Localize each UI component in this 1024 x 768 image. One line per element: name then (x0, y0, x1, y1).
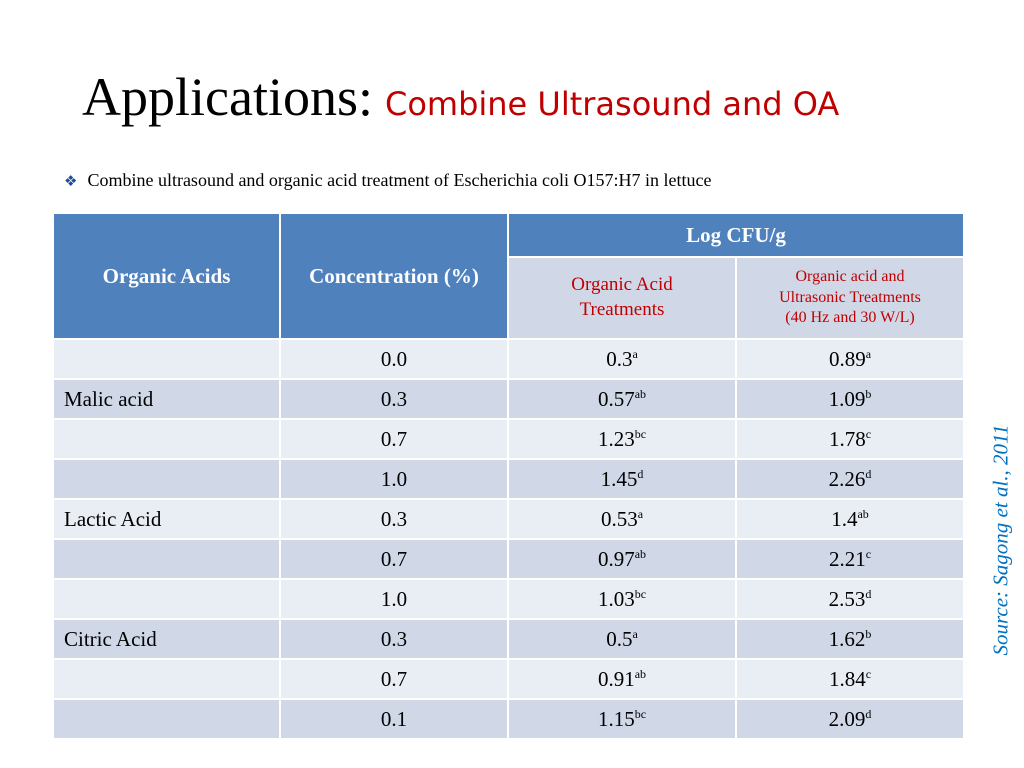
acid-cell (53, 459, 280, 499)
significance-letter: c (865, 426, 872, 441)
acid-cell-text: Lactic Acid (64, 506, 162, 531)
acid-cell (53, 339, 280, 379)
concentration-cell (280, 459, 508, 499)
concentration-cell (280, 499, 508, 539)
significance-letter: ab (634, 386, 647, 401)
significance-letter: c (865, 666, 872, 681)
significance-letter: d (865, 706, 872, 721)
significance-letter: d (865, 586, 872, 601)
concentration-cell (280, 699, 508, 739)
oa-value-cell (508, 579, 736, 619)
results-table (52, 212, 965, 740)
significance-letter: ab (634, 666, 647, 681)
concentration-cell (280, 419, 508, 459)
oa-value-cell (508, 459, 736, 499)
acid-cell (53, 659, 280, 699)
acid-cell (53, 699, 280, 739)
us-value-cell-text: 2.26 (828, 466, 866, 491)
concentration-cell-text: 0.3 (380, 506, 408, 531)
significance-letter: d (865, 466, 872, 481)
us-value-cell-text: 1.78 (828, 426, 866, 451)
table-row (53, 499, 964, 539)
concentration-cell-text: 0.1 (380, 706, 408, 731)
us-value-cell (736, 619, 964, 659)
acid-cell-text: Citric Acid (64, 626, 157, 651)
acid-cell-text: Malic acid (64, 386, 154, 411)
concentration-cell (280, 579, 508, 619)
source-citation: Source: Sagong et al., 2011 (988, 424, 1013, 656)
oa-value-cell-text: 0.57 (597, 386, 635, 411)
diamond-bullet-icon: ❖ (64, 172, 78, 190)
significance-letter: a (865, 346, 872, 361)
acid-cell (53, 379, 280, 419)
us-value-cell-text: 1.62 (828, 626, 866, 651)
concentration-cell-text: 0.7 (380, 546, 408, 571)
us-value-cell-text: 1.4 (831, 506, 858, 531)
significance-letter: ab (857, 506, 869, 521)
oa-value-cell (508, 339, 736, 379)
bullet-text: Combine ultrasound and organic acid treatment of Escherichia coli O157:H7 in lettuce (87, 170, 712, 190)
table-row (53, 699, 964, 739)
acid-cell (53, 579, 280, 619)
oa-value-cell (508, 659, 736, 699)
subheader-us-line2: Ultrasonic Treatments (779, 288, 921, 306)
oa-value-cell (508, 499, 736, 539)
acid-cell (53, 419, 280, 459)
concentration-cell (280, 379, 508, 419)
header-log-cfu: Log CFU/g (508, 213, 964, 257)
oa-value-cell-text: 0.91 (597, 666, 635, 691)
significance-letter: ab (634, 546, 647, 561)
table-row (53, 539, 964, 579)
concentration-cell (280, 659, 508, 699)
subheader-oa-line1: Organic Acid (571, 274, 673, 296)
header-organic-acids: Organic Acids (53, 213, 280, 339)
acid-cell (53, 539, 280, 579)
subheader-us-treatments (736, 257, 964, 339)
us-value-cell-text: 2.21 (828, 546, 866, 571)
concentration-cell-text: 0.7 (380, 426, 408, 451)
subheader-oa-treatments (508, 257, 736, 339)
header-row (53, 213, 964, 257)
oa-value-cell-text: 1.45 (600, 466, 638, 491)
oa-value-cell (508, 699, 736, 739)
us-value-cell (736, 459, 964, 499)
significance-letter: bc (634, 586, 647, 601)
us-value-cell-text: 1.84 (828, 666, 866, 691)
concentration-cell-text: 1.0 (380, 586, 408, 611)
concentration-cell-text: 0.3 (380, 626, 408, 651)
us-value-cell (736, 379, 964, 419)
table-row (53, 659, 964, 699)
table-row (53, 579, 964, 619)
oa-value-cell-text: 0.5 (606, 626, 633, 651)
concentration-cell-text: 0.3 (380, 386, 408, 411)
concentration-cell-text: 1.0 (380, 466, 408, 491)
us-value-cell (736, 339, 964, 379)
title-subtitle: Combine Ultrasound and OA (384, 85, 840, 123)
significance-letter: b (865, 626, 872, 641)
title-main: Applications: (82, 67, 373, 127)
subheader-oa-line2: Treatments (579, 299, 665, 320)
us-value-cell-text: 1.09 (828, 386, 866, 411)
us-value-cell (736, 419, 964, 459)
oa-value-cell (508, 619, 736, 659)
bullet-item (64, 170, 711, 191)
oa-value-cell-text: 0.53 (600, 506, 638, 531)
concentration-cell-text: 0.0 (380, 346, 408, 371)
slide-title (82, 66, 839, 128)
us-value-cell-text: 0.89 (828, 346, 866, 371)
oa-value-cell-text: 1.23 (597, 426, 635, 451)
concentration-cell-text: 0.7 (380, 666, 408, 691)
table-row (53, 419, 964, 459)
us-value-cell (736, 659, 964, 699)
subheader-us-line1: Organic acid and (795, 267, 905, 285)
acid-cell (53, 499, 280, 539)
us-value-cell-text: 2.09 (828, 706, 866, 731)
concentration-cell (280, 619, 508, 659)
table-row (53, 619, 964, 659)
significance-letter: b (865, 386, 872, 401)
significance-letter: c (865, 546, 872, 561)
significance-letter: bc (634, 706, 647, 721)
us-value-cell (736, 499, 964, 539)
significance-letter: bc (634, 426, 647, 441)
table-row (53, 459, 964, 499)
acid-cell (53, 619, 280, 659)
us-value-cell (736, 699, 964, 739)
oa-value-cell-text: 0.97 (597, 546, 635, 571)
us-value-cell (736, 539, 964, 579)
us-value-cell (736, 579, 964, 619)
concentration-cell (280, 539, 508, 579)
header-concentration: Concentration (%) (280, 213, 508, 339)
significance-letter: a (632, 346, 638, 361)
table-row (53, 379, 964, 419)
table-row (53, 339, 964, 379)
significance-letter: a (637, 506, 644, 521)
concentration-cell (280, 339, 508, 379)
us-value-cell-text: 2.53 (828, 586, 866, 611)
oa-value-cell-text: 0.3 (606, 346, 633, 371)
significance-letter: a (632, 626, 638, 641)
oa-value-cell (508, 539, 736, 579)
subheader-us-line3: (40 Hz and 30 W/L) (785, 309, 915, 327)
oa-value-cell (508, 419, 736, 459)
oa-value-cell-text: 1.15 (597, 706, 635, 731)
oa-value-cell (508, 379, 736, 419)
significance-letter: d (637, 466, 644, 481)
oa-value-cell-text: 1.03 (597, 586, 635, 611)
